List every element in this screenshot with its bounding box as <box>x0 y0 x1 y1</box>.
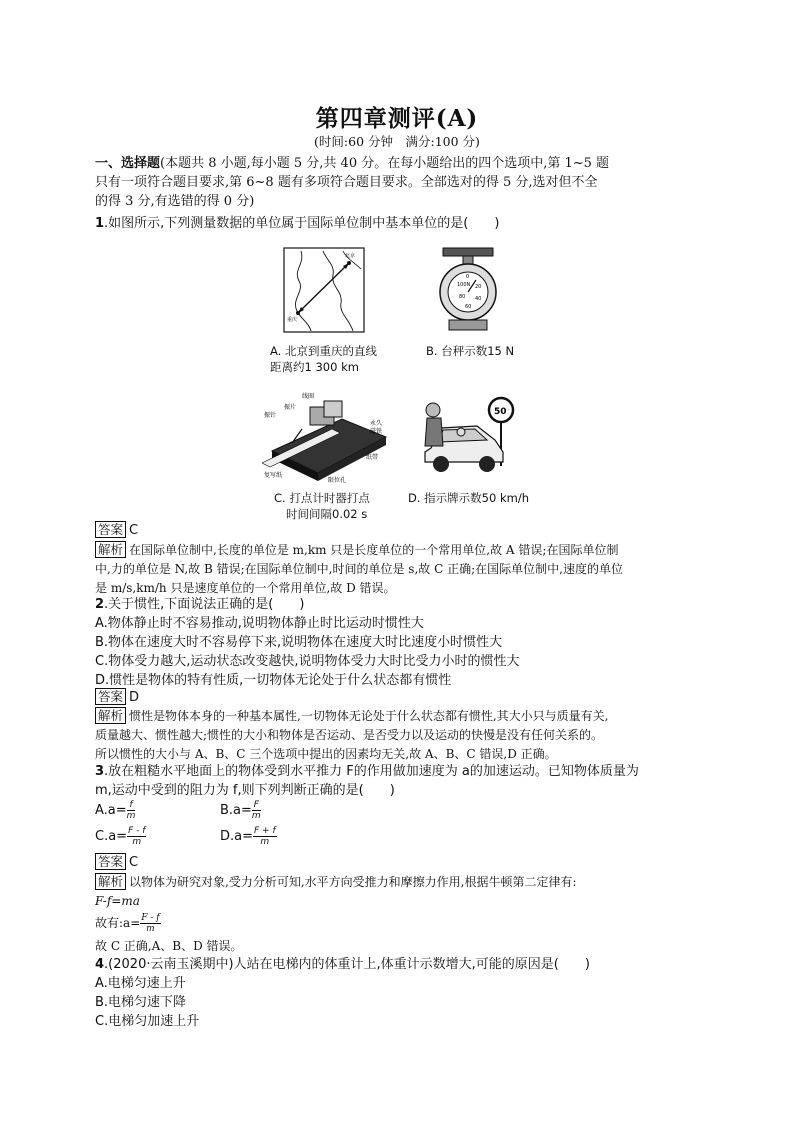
q1-analysis: 解析 在国际单位制中,长度的单位是 m,km 只是长度单位的一个常用单位,故 A 错误;在国际单位制 中,力的单位是 N,故 B 错误;在国际单位制中,时间的单位是 s,故 C 正确;在国际单位制中,速度的单位 是 m/s,km/h 只是速度单位的一个常用单位,故 D 错误。 <box>95 542 623 595</box>
section-intro-line2: 只有一项符合题目要求,第 6~8 题有多项符合题目要求。全部选对的得 5 分,选对但不全 <box>95 175 598 190</box>
svg-text:纸带: 纸带 <box>366 454 379 461</box>
figure-c-caption: C. 打点计时器打点 时间间隔0.02 s <box>274 491 370 521</box>
question-stem: .(2020·云南玉溪期中)人站在电梯内的体重计上,体重计示数增大,可能的原因是( ) <box>104 957 590 972</box>
section-heading: 一、选择题 <box>95 156 161 171</box>
analysis-tag: 解析 <box>95 707 126 724</box>
question-2 <box>95 595 705 690</box>
svg-text:永久: 永久 <box>370 420 383 427</box>
q1-answer <box>95 521 705 540</box>
q3-option-c: C.a= $\frac{F - f}{m}$ <box>95 826 146 847</box>
answer-value: D <box>129 690 140 705</box>
page-title: 第四章测评(A) <box>315 105 479 132</box>
svg-text:60: 60 <box>465 304 472 310</box>
option: C.电梯匀加速上升 <box>95 1014 200 1029</box>
question-stem: .关于惯性,下面说法正确的是( ) <box>104 597 305 612</box>
ticker-timer-figure <box>262 389 392 483</box>
figure-a-caption: A. 北京到重庆的直线 距离约1 300 km <box>270 344 377 374</box>
section-intro <box>95 154 705 211</box>
section-intro-line1: (本题共 8 小题,每小题 5 分,共 40 分。在每小题给出的四个选项中,第 1~5 题 <box>160 156 610 171</box>
analysis-tag: 解析 <box>95 873 126 890</box>
map-label-chongqing: 重庆 <box>287 317 298 323</box>
speed-sign-value: 50 <box>494 407 507 417</box>
svg-text:复写纸: 复写纸 <box>264 472 283 479</box>
option: A.电梯匀速上升 <box>95 976 186 991</box>
svg-text:线圈: 线圈 <box>302 393 315 400</box>
question-3: 3.放在粗糙水平地面上的物体受到水平推力 F的作用做加速度为 a的加速运动。已知物体质量为 m,运动中受到的阻力为 f,则下列判断正确的是( ) <box>95 764 639 798</box>
answer-tag: 答案 <box>95 688 126 705</box>
q3-option-d: D.a= $\frac{F + f}{m}$ <box>220 826 276 847</box>
svg-text:振片: 振片 <box>284 404 297 411</box>
page-subtitle: (时间:60 分钟 满分:100 分) <box>314 134 480 149</box>
svg-text:80: 80 <box>459 294 466 300</box>
svg-text:振针: 振针 <box>264 412 277 419</box>
question-stem: .如图所示,下列测量数据的单位属于国际单位制中基本单位的是( ) <box>104 216 500 231</box>
section-intro-line3: 的得 3 分,有选错的得 0 分) <box>95 194 255 209</box>
answer-tag: 答案 <box>95 521 126 538</box>
question-number: 3 <box>95 764 105 779</box>
question-4 <box>95 955 705 1031</box>
scale-figure <box>433 246 503 332</box>
q2-analysis: 解析 惯性是物体本身的一种基本属性,一切物体无论处于什么状态都有惯性,其大小只与质量有关, 质量越大、惯性越大;惯性的大小和物体是否运动、是否受力以及运动的快慢是没有任何关系的。 所以惯性的大小与 A、B、C 三个选项中提出的因素均无关,故 A、B、C 错误,D 正确。 <box>95 708 609 761</box>
svg-text:磁铁: 磁铁 <box>370 428 383 435</box>
option: D.惯性是物体的特有性质,一切物体无论处于什么状态都有惯性 <box>95 673 452 688</box>
svg-text:40: 40 <box>475 296 482 302</box>
answer-value: C <box>129 523 139 538</box>
option: C.物体受力越大,运动状态改变越快,说明物体受力大时比受力小时的惯性大 <box>95 654 520 669</box>
map-figure <box>283 247 365 333</box>
svg-text:20: 20 <box>475 284 482 290</box>
option: B.电梯匀速下降 <box>95 995 187 1010</box>
q2-answer <box>95 688 705 707</box>
question-number: 1 <box>95 216 105 231</box>
question-1 <box>95 214 705 233</box>
option: A.物体静止时不容易推动,说明物体静止时比运动时惯性大 <box>95 616 424 631</box>
question-number: 2 <box>95 597 105 612</box>
svg-text:100N: 100N <box>457 282 471 288</box>
analysis-tag: 解析 <box>95 541 126 558</box>
q3-option-a: A.a= $\frac{f}{m}$ <box>95 800 136 821</box>
q3-analysis: 解析 以物体为研究对象,受力分析可知,水平方向受推力和摩擦力作用,根据牛顿第二定律有: F-f=ma 故有:a= $\frac{F - f}{m}$ 故 C 正确,A、B、D 错误。 <box>95 874 577 953</box>
question-stem: .放在粗糙水平地面上的物体受到水平推力 F的作用做加速度为 a的加速运动。已知物体质量为 <box>104 764 639 779</box>
answer-value: C <box>129 855 139 870</box>
map-label-beijing: 北京 <box>345 253 356 259</box>
svg-text:限位孔: 限位孔 <box>328 477 347 483</box>
option: B.物体在速度大时不容易停下来,说明物体在速度大时比速度小时惯性大 <box>95 635 503 650</box>
svg-text:0: 0 <box>466 274 470 280</box>
figure-d-caption: D. 指示牌示数50 km/h <box>408 491 529 505</box>
car-sign-figure <box>415 396 527 480</box>
answer-tag: 答案 <box>95 853 126 870</box>
figure-b-caption: B. 台秤示数15 N <box>426 344 515 358</box>
q3-option-b: B.a= $\frac{F}{m}$ <box>220 800 261 821</box>
q3-answer <box>95 853 705 872</box>
question-number: 4 <box>95 957 105 972</box>
